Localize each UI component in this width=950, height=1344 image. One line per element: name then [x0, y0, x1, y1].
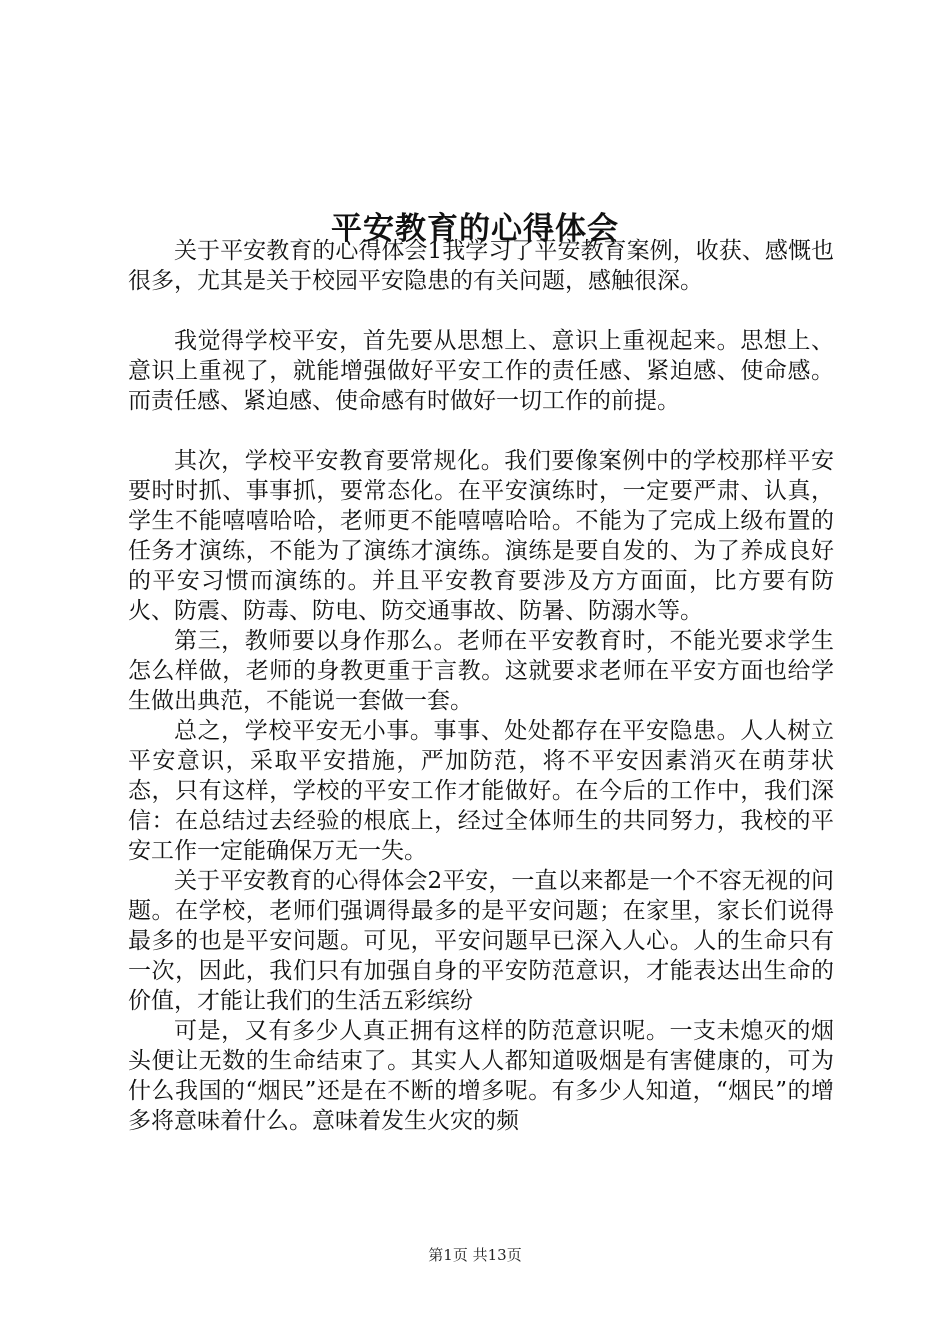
paragraph-3: 其次，学校平安教育要常规化。我们要像案例中的学校那样平安要时时抓、事事抓，要常态化。在平安演练时，一定要严肃、认真，学生不能嘻嘻哈哈，老师更不能嘻嘻哈哈。不能为了完成上级布置的任务才演练，不能为了演练才演练。演练是要自发的、为了养成良好的平安习惯而演练的。并且平安教育要涉及方方面面，比方要有防火、防震、防毒、防电、防交通事故、防暑、防溺水等。 — [128, 448, 834, 624]
paragraph-5: 总之，学校平安无小事。事事、处处都存在平安隐患。人人树立平安意识，采取平安措施，严加防范，将不平安因素消灭在萌芽状态，只有这样，学校的平安工作才能做好。在今后的工作中，我们深信：在总结过去经验的根底上，经过全体师生的共同努力，我校的平安工作一定能确保万无一失。 — [128, 718, 834, 864]
paragraph-6: 关于平安教育的心得体会2平安，一直以来都是一个不容无视的问题。在学校，老师们强调得最多的是平安问题；在家里，家长们说得最多的也是平安问题。可见，平安问题早已深入人心。人的生命只有一次，因此，我们只有加强自身的平安防范意识，才能表达出生命的价值，才能让我们的生活五彩缤纷 — [128, 868, 834, 1014]
paragraph-4: 第三，教师要以身作那么。老师在平安教育时，不能光要求学生怎么样做，老师的身教更重于言教。这就要求老师在平安方面也给学生做出典范，不能说一套做一套。 — [128, 628, 834, 714]
document-title: 平安教育的心得体会 — [331, 210, 619, 247]
paragraph-7: 可是，又有多少人真正拥有这样的防范意识呢。一支未熄灭的烟头便让无数的生命结束了。其实人人都知道吸烟是有害健康的，可为什么我国的“烟民”还是在不断的增多呢。有多少人知道，“烟民”的增多将意味着什么。意味着发生火灾的频 — [128, 1018, 834, 1134]
document-body — [128, 236, 834, 1136]
paragraph-2: 我觉得学校平安，首先要从思想上、意识上重视起来。思想上、意识上重视了，就能增强做好平安工作的责任感、紧迫感、使命感。而责任感、紧迫感、使命感有时做好一切工作的前提。 — [128, 328, 834, 414]
page-footer: 第1页 共13页 — [428, 1246, 522, 1264]
paragraph-1: 关于平安教育的心得体会1我学习了平安教育案例，收获、感慨也很多，尤其是关于校园平安隐患的有关问题，感触很深。 — [128, 238, 834, 294]
